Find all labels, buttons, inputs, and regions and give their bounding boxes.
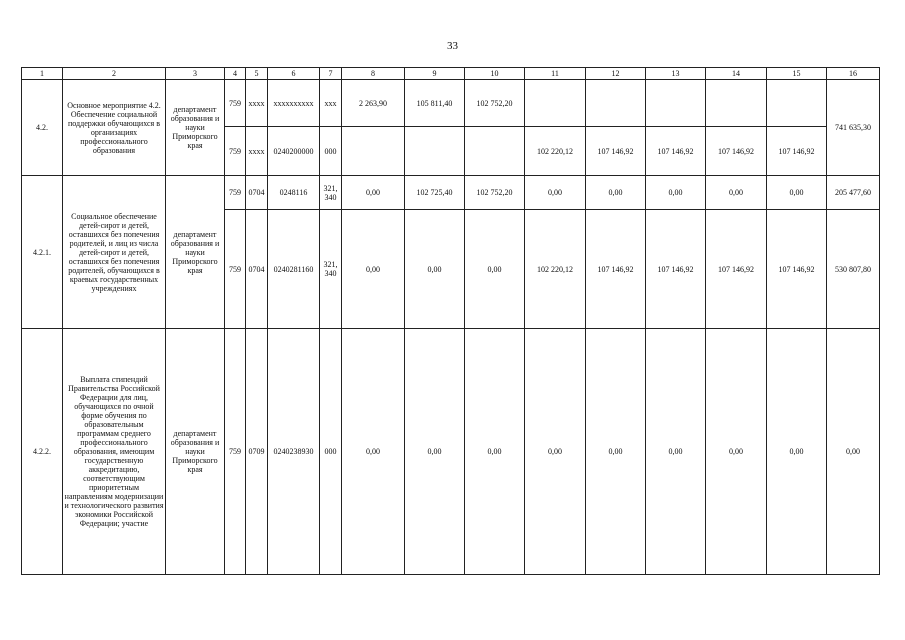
column-header: 5 bbox=[246, 68, 268, 80]
cell-value: 0,00 bbox=[342, 176, 405, 210]
row-code: 4.2.1. bbox=[22, 176, 63, 329]
column-header: 10 bbox=[465, 68, 525, 80]
cell-value: 0,00 bbox=[525, 176, 586, 210]
row-code: 4.2.2. bbox=[22, 329, 63, 575]
row-department: департамент образования и науки Приморского края bbox=[166, 329, 225, 575]
column-header: 6 bbox=[268, 68, 320, 80]
cell-value bbox=[465, 127, 525, 176]
cell-vr: 321, 340 bbox=[320, 210, 342, 329]
column-header: 9 bbox=[405, 68, 465, 80]
cell-value bbox=[586, 80, 646, 127]
cell-value: 0,00 bbox=[405, 329, 465, 575]
cell-value: 107 146,92 bbox=[646, 127, 706, 176]
column-header: 15 bbox=[767, 68, 827, 80]
cell-value: 0,00 bbox=[646, 329, 706, 575]
cell-value: 0,00 bbox=[767, 329, 827, 575]
cell-value bbox=[342, 127, 405, 176]
cell-value bbox=[405, 127, 465, 176]
row-code: 4.2. bbox=[22, 80, 63, 176]
cell-value: 107 146,92 bbox=[767, 127, 827, 176]
cell-vr: xxx bbox=[320, 80, 342, 127]
cell-grbs: 759 bbox=[225, 176, 246, 210]
row-name: Социальное обеспечение детей-сирот и детей, оставшихся без попечения родителей, и лиц из числа детей-сирот и детей, оставшихся без попечения родителей, обучающихся в краевых государственных учреждениях bbox=[63, 176, 166, 329]
cell-csr: 0240281160 bbox=[268, 210, 320, 329]
cell-value: 0,00 bbox=[586, 176, 646, 210]
cell-grbs: 759 bbox=[225, 127, 246, 176]
cell-grbs: 759 bbox=[225, 329, 246, 575]
table-row bbox=[22, 176, 880, 210]
cell-value: 0,00 bbox=[342, 329, 405, 575]
cell-rzpr: 0704 bbox=[246, 210, 268, 329]
cell-value: 205 477,60 bbox=[827, 176, 880, 210]
cell-vr: 000 bbox=[320, 329, 342, 575]
row-name: Основное мероприятие 4.2. Обеспечение социальной поддержки обучающихся в организациях профессионального образования bbox=[63, 80, 166, 176]
cell-value: 0,00 bbox=[706, 329, 767, 575]
cell-value: 102 752,20 bbox=[465, 80, 525, 127]
column-header: 12 bbox=[586, 68, 646, 80]
column-number-row bbox=[22, 68, 880, 80]
column-header: 3 bbox=[166, 68, 225, 80]
cell-csr: xxxxxxxxxx bbox=[268, 80, 320, 127]
cell-value: 0,00 bbox=[465, 329, 525, 575]
row-department: департамент образования и науки Приморского края bbox=[166, 176, 225, 329]
column-header: 7 bbox=[320, 68, 342, 80]
table-row bbox=[22, 80, 880, 127]
cell-value: 0,00 bbox=[646, 176, 706, 210]
column-header: 11 bbox=[525, 68, 586, 80]
column-header: 8 bbox=[342, 68, 405, 80]
column-header: 2 bbox=[63, 68, 166, 80]
cell-value: 0,00 bbox=[465, 210, 525, 329]
cell-value: 0,00 bbox=[586, 329, 646, 575]
cell-value: 105 811,40 bbox=[405, 80, 465, 127]
page-number: 33 bbox=[447, 40, 458, 52]
cell-value: 107 146,92 bbox=[646, 210, 706, 329]
cell-value: 107 146,92 bbox=[767, 210, 827, 329]
budget-table bbox=[21, 67, 880, 575]
cell-value: 107 146,92 bbox=[586, 210, 646, 329]
cell-rzpr: xxxx bbox=[246, 127, 268, 176]
cell-value: 102 752,20 bbox=[465, 176, 525, 210]
cell-value: 107 146,92 bbox=[586, 127, 646, 176]
column-header: 14 bbox=[706, 68, 767, 80]
cell-value bbox=[646, 80, 706, 127]
cell-value: 107 146,92 bbox=[706, 127, 767, 176]
column-header: 4 bbox=[225, 68, 246, 80]
cell-value: 0,00 bbox=[827, 329, 880, 575]
cell-rzpr: xxxx bbox=[246, 80, 268, 127]
row-name: Выплата стипендий Правительства Российской Федерации для лиц, обучающихся по очной форме обучения по образовательным программам среднего профессионального образования, имеющим государственную аккредитацию, соответствующим приоритетным направлениям модернизации и технологического развития экономики Российской Федерации; участие bbox=[63, 329, 166, 575]
column-header: 1 bbox=[22, 68, 63, 80]
cell-value: 0,00 bbox=[342, 210, 405, 329]
cell-total: 741 635,30 bbox=[827, 80, 880, 176]
cell-grbs: 759 bbox=[225, 80, 246, 127]
cell-value bbox=[706, 80, 767, 127]
row-department: департамент образования и науки Приморского края bbox=[166, 80, 225, 176]
cell-value: 102 220,12 bbox=[525, 127, 586, 176]
cell-value: 107 146,92 bbox=[706, 210, 767, 329]
column-header: 13 bbox=[646, 68, 706, 80]
cell-value: 0,00 bbox=[405, 210, 465, 329]
cell-rzpr: 0709 bbox=[246, 329, 268, 575]
cell-value: 102 725,40 bbox=[405, 176, 465, 210]
cell-value: 0,00 bbox=[767, 176, 827, 210]
table-row bbox=[22, 329, 880, 575]
cell-value bbox=[525, 80, 586, 127]
cell-value bbox=[767, 80, 827, 127]
column-header: 16 bbox=[827, 68, 880, 80]
cell-value: 0,00 bbox=[525, 329, 586, 575]
cell-vr: 000 bbox=[320, 127, 342, 176]
cell-csr: 0248116 bbox=[268, 176, 320, 210]
cell-grbs: 759 bbox=[225, 210, 246, 329]
cell-rzpr: 0704 bbox=[246, 176, 268, 210]
cell-csr: 0240200000 bbox=[268, 127, 320, 176]
cell-value: 102 220,12 bbox=[525, 210, 586, 329]
cell-vr: 321, 340 bbox=[320, 176, 342, 210]
cell-csr: 0240238930 bbox=[268, 329, 320, 575]
cell-value: 2 263,90 bbox=[342, 80, 405, 127]
cell-value: 0,00 bbox=[706, 176, 767, 210]
cell-value: 530 807,80 bbox=[827, 210, 880, 329]
